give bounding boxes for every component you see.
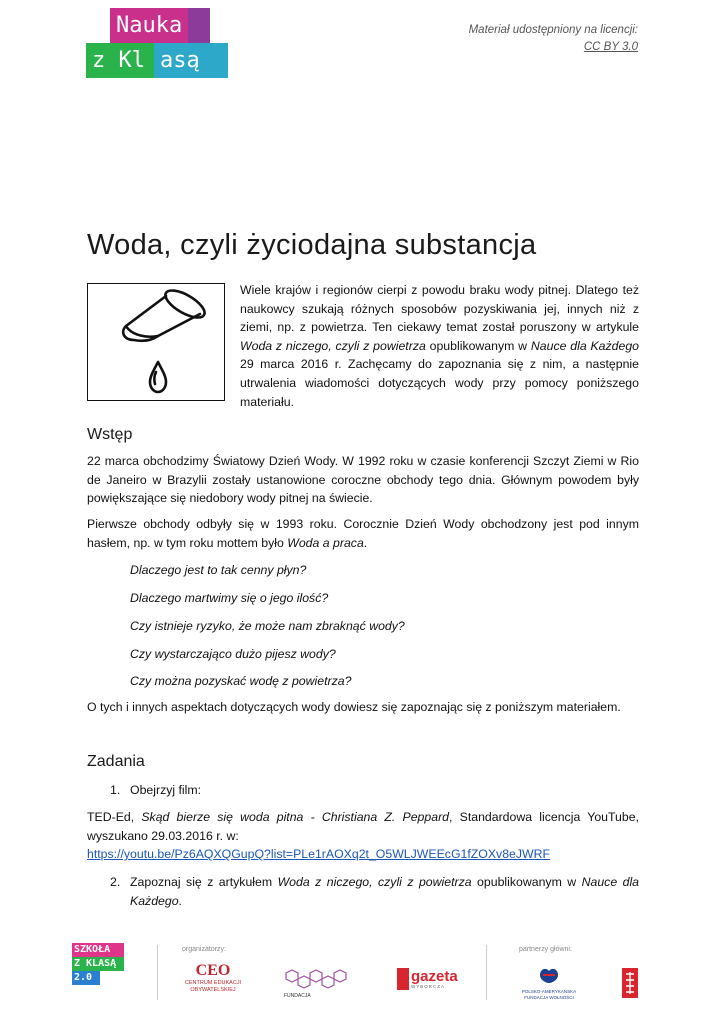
task2-text: Zapoznaj się z artykułem Woda z niczego, czyli z powietrza opublikowanym w Nauce dla Każdego. <box>130 875 640 908</box>
partner-red-logo <box>622 968 638 998</box>
question-item: Dlaczego jest to tak cenny płyn? <box>130 563 307 577</box>
logo-line1: Nauka <box>110 8 188 43</box>
video-title: Skąd bierze się woda pitna - Christiana Z. Peppard <box>141 810 450 824</box>
question-item: Czy można pozyskać wodę z powietrza? <box>130 674 352 688</box>
intro-section-para1: 22 marca obchodzimy Światowy Dzień Wody. W 1992 roku w czasie konferencji Szczyt Ziemi w Rio de Janeiro w Brazylii zostały ustanowione coroczne obchody tego dnia. Głównym powodem były powiększające się niedobory wody pitnej na świecie. <box>87 454 639 506</box>
license-link[interactable]: CC BY 3.0 <box>583 41 638 53</box>
glass-drop-illustration <box>87 283 225 401</box>
license-note <box>469 22 638 56</box>
glass-drop-icon <box>88 284 224 400</box>
page-title: Woda, czyli życiodajna substancja <box>87 229 537 261</box>
footer-divider <box>486 945 487 1000</box>
question-item: Czy wystarczająco dużo pijesz wody? <box>130 647 336 661</box>
logo-line2-part-b: asą 2.0 <box>154 43 228 78</box>
pafw-logo: POLSKO-AMERYKAŃSKA FUNDACJA WOLNOŚCI <box>520 966 578 1001</box>
task1-text: Obejrzyj film: <box>130 783 202 797</box>
ceo-logo: CEO CENTRUM EDUKACJI OBYWATELSKIEJ <box>184 962 242 993</box>
footer-divider <box>157 945 158 1000</box>
motto: Woda a praca <box>287 535 364 550</box>
task2-publication: Nauce dla Każdego <box>130 875 640 908</box>
partners-label: partnerzy główni: <box>519 946 572 953</box>
closing-paragraph: O tych i innych aspektach dotyczących wody dowiesz się zapoznając się z poniższym materiałem. <box>87 700 621 714</box>
task2-number: 2. <box>110 875 121 889</box>
intro-section-para2: Pierwsze obchody odbyły się w 1993 roku. Corocznie Dzień Wody obchodzony jest pod innym hasłem, np. w tym roku mottem było Woda a praca. <box>87 517 639 550</box>
pafw-emblem-icon <box>538 966 560 984</box>
gazeta-logo: gazeta WYBORCZA <box>397 968 458 990</box>
video-source: TED-Ed, Skąd bierze się woda pitna - Christiana Z. Peppard, Standardowa licencja YouTube, wyszukano 29.03.2016 r. w: https://youtu.be/Pz6AQXQGupQ?list=PLe1rAOXq2t_O5WLJWEEcG1fZOXv8eJWRF <box>87 810 639 862</box>
heading-tasks: Zadania <box>87 753 145 770</box>
question-item: Czy istnieje ryzyko, że może nam zbraknąć wody? <box>130 619 405 633</box>
intro-paragraph: Wiele krajów i regionów cierpi z powodu braku wody pitnej. Dlatego też naukowcy szukają różnych sposobów pozyskiwania jej, innych niż z ziemi, np. z powietrza. Ten ciekawy temat został poruszony w artykule Woda z niczego, czyli z powietrza opublikowanym w Nauce dla Każdego 29 marca 2016 r. Zachęcamy do zapoznania się z nim, a następnie utrwalenia wiadomości dotyczących wody przy pomocy poniższego materiału. <box>240 283 640 409</box>
logo-line2-part-a: z Kl <box>86 43 154 78</box>
fundacja-szkola-logo: FUNDACJA <box>284 968 354 992</box>
heading-intro: Wstęp <box>87 426 133 443</box>
license-line1: Materiał udostępniony na licencji: <box>468 24 638 36</box>
szkola-logo: SZKOŁA Z KLASĄ 2.0 <box>72 943 124 985</box>
task2-article: Woda z niczego, czyli z powietrza <box>277 875 472 889</box>
organizers-label: organizatorzy: <box>182 946 226 953</box>
intro-publication: Nauce dla Każdego <box>530 338 640 353</box>
task1-number: 1. <box>110 783 121 797</box>
intro-article-title: Woda z niczego, czyli z powietrza <box>240 338 426 353</box>
video-link[interactable]: https://youtu.be/Pz6AQXQGupQ?list=PLe1rAOXq2t_O5WLJWEEcG1fZOXv8eJWRF <box>87 847 551 862</box>
question-item: Dlaczego martwimy się o jego ilość? <box>130 591 329 605</box>
